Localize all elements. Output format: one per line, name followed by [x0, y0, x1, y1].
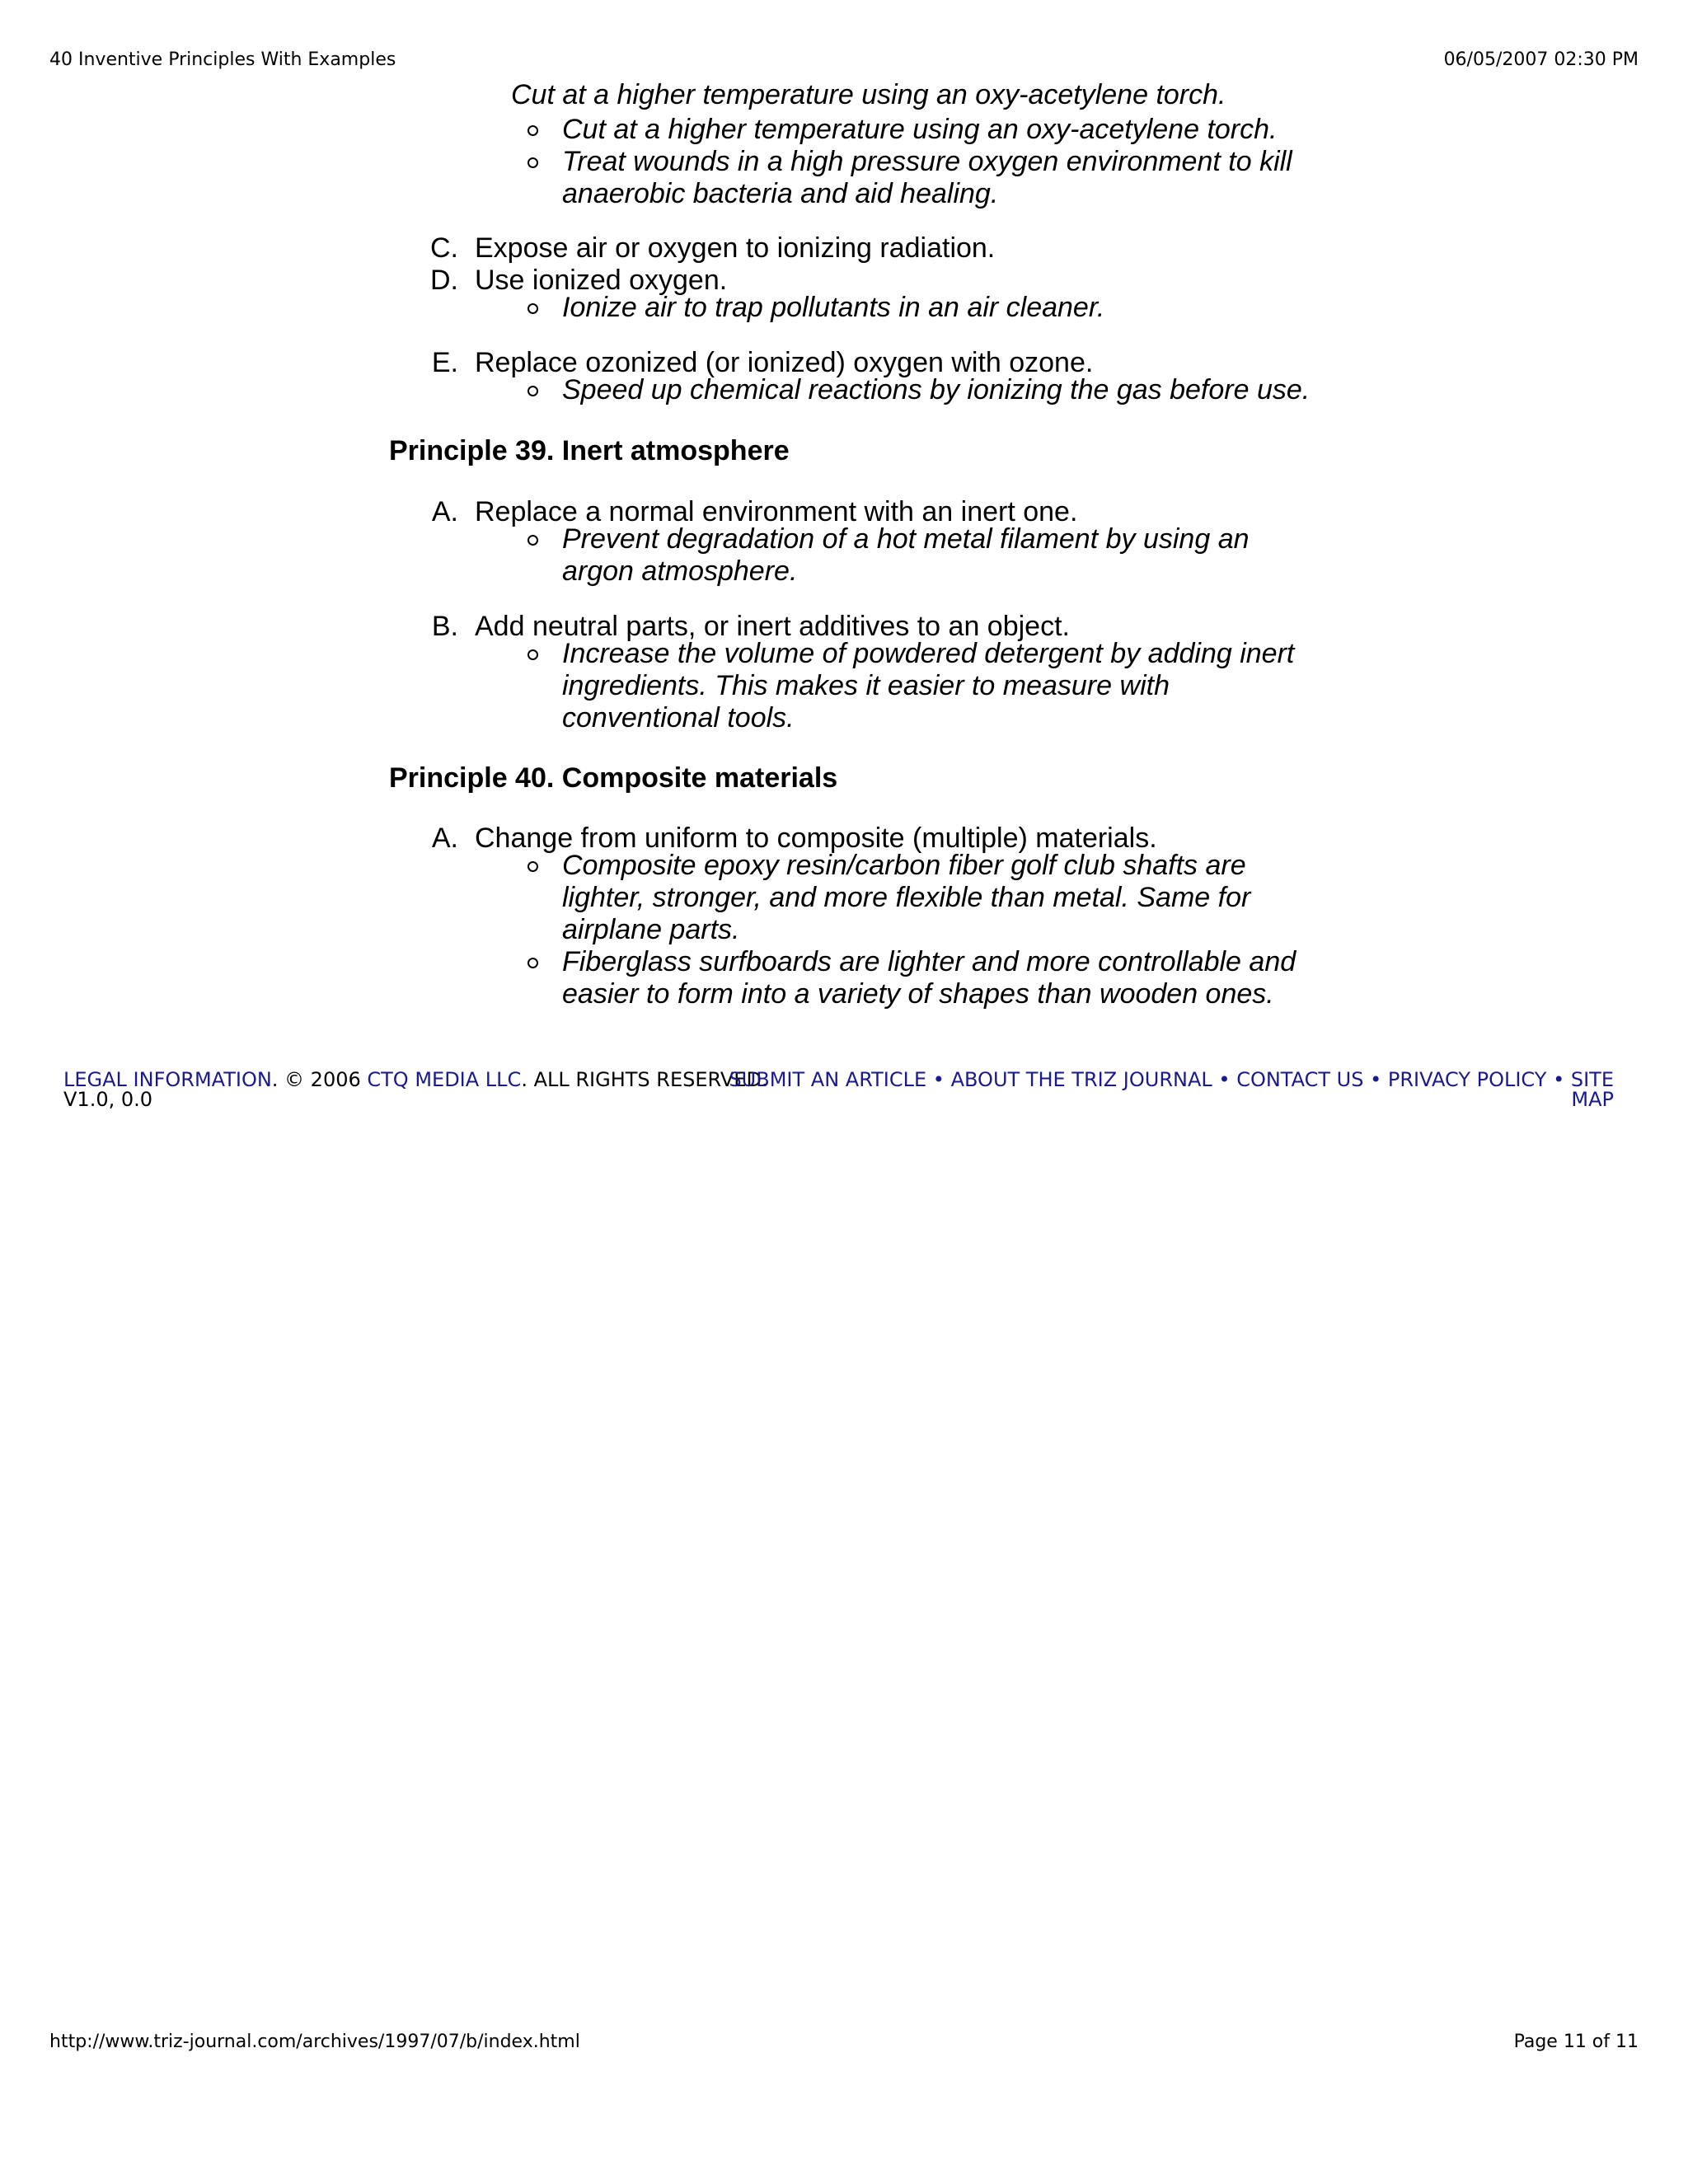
site-map-link[interactable]: SITE [1570, 1068, 1614, 1091]
nav-separator: • [1553, 1068, 1565, 1091]
bullet-icon [528, 157, 538, 168]
bullet-icon [528, 535, 538, 546]
list-item: Change from uniform to composite (multiple) materials. [475, 823, 1157, 854]
list-item: Replace a normal environment with an inert one. [475, 496, 1078, 527]
nav-separator: • [932, 1068, 945, 1091]
bullet-icon [528, 386, 538, 396]
rights-text: . ALL RIGHTS RESERVED. [521, 1068, 768, 1091]
example-line: Fiberglass surfboards are lighter and more controllable and [562, 946, 1296, 977]
example-line: Composite epoxy resin/carbon fiber golf club shafts are [562, 850, 1246, 881]
list-letter: E. [431, 347, 458, 378]
site-footer-legal [63, 1068, 768, 1091]
site-map-link-wrap [1571, 1088, 1614, 1111]
bullet-icon [528, 303, 538, 314]
example-line: Speed up chemical reactions by ionizing the gas before use. [562, 374, 1311, 405]
nav-separator: • [1218, 1068, 1231, 1091]
print-footer-page: Page 11 of 11 [1513, 2032, 1639, 2052]
example-line: airplane parts. [562, 914, 740, 945]
bullet-icon [528, 958, 538, 968]
list-letter: C. [430, 232, 458, 264]
bullet-icon [528, 649, 538, 660]
bullet-icon [528, 125, 538, 136]
example-line: Treat wounds in a high pressure oxygen environment to kill [562, 146, 1292, 177]
example-line: anaerobic bacteria and aid healing. [562, 178, 999, 209]
example-line: conventional tools. [562, 702, 795, 733]
principle-heading: Principle 39. Inert atmosphere [389, 435, 790, 466]
privacy-link[interactable]: PRIVACY POLICY [1387, 1068, 1547, 1091]
legal-information-link[interactable]: LEGAL INFORMATION [63, 1068, 272, 1091]
example-line: easier to form into a variety of shapes than wooden ones. [562, 978, 1274, 1010]
principle-heading: Principle 40. Composite materials [389, 762, 838, 794]
list-item: Add neutral parts, or inert additives to an object. [475, 611, 1070, 642]
ctq-media-link[interactable]: CTQ MEDIA LLC [367, 1068, 522, 1091]
site-map-link-cont[interactable]: MAP [1571, 1088, 1614, 1111]
list-item: Replace ozonized (or ionized) oxygen with ozone. [475, 347, 1094, 378]
print-header-datetime: 06/05/2007 02:30 PM [1443, 49, 1639, 70]
print-header-title: 40 Inventive Principles With Examples [49, 49, 396, 70]
list-letter: B. [431, 611, 458, 642]
bullet-icon [528, 861, 538, 872]
example-line: Prevent degradation of a hot metal filament by using an [562, 523, 1250, 555]
about-link[interactable]: ABOUT THE TRIZ JOURNAL [950, 1068, 1212, 1091]
contact-link[interactable]: CONTACT US [1236, 1068, 1364, 1091]
example-line: Increase the volume of powdered detergent by adding inert [562, 638, 1295, 669]
example-line: Cut at a higher temperature using an oxy-acetylene torch. [562, 114, 1278, 145]
list-item: Use ionized oxygen. [475, 265, 728, 296]
print-footer-url: http://www.triz-journal.com/archives/1997/07/b/index.html [49, 2032, 580, 2052]
example-line: ingredients. This makes it easier to measure with [562, 670, 1170, 701]
clipped-previous-line: Cut at a higher temperature using an oxy-acetylene torch. [511, 79, 1226, 110]
copyright-text: . © 2006 [271, 1068, 368, 1091]
version-text: V1.0, 0.0 [63, 1088, 153, 1111]
example-line: lighter, stronger, and more flexible than metal. Same for [562, 882, 1251, 913]
submit-article-link[interactable]: SUBMIT AN ARTICLE [729, 1068, 927, 1091]
list-letter: A. [431, 496, 458, 527]
nav-separator: • [1370, 1068, 1382, 1091]
list-letter: A. [431, 823, 458, 854]
site-footer-nav [729, 1068, 1614, 1091]
list-letter: D. [430, 265, 458, 296]
example-line: Ionize air to trap pollutants in an air cleaner. [562, 292, 1105, 323]
example-line: argon atmosphere. [562, 555, 798, 587]
list-item: Expose air or oxygen to ionizing radiation. [475, 232, 996, 264]
